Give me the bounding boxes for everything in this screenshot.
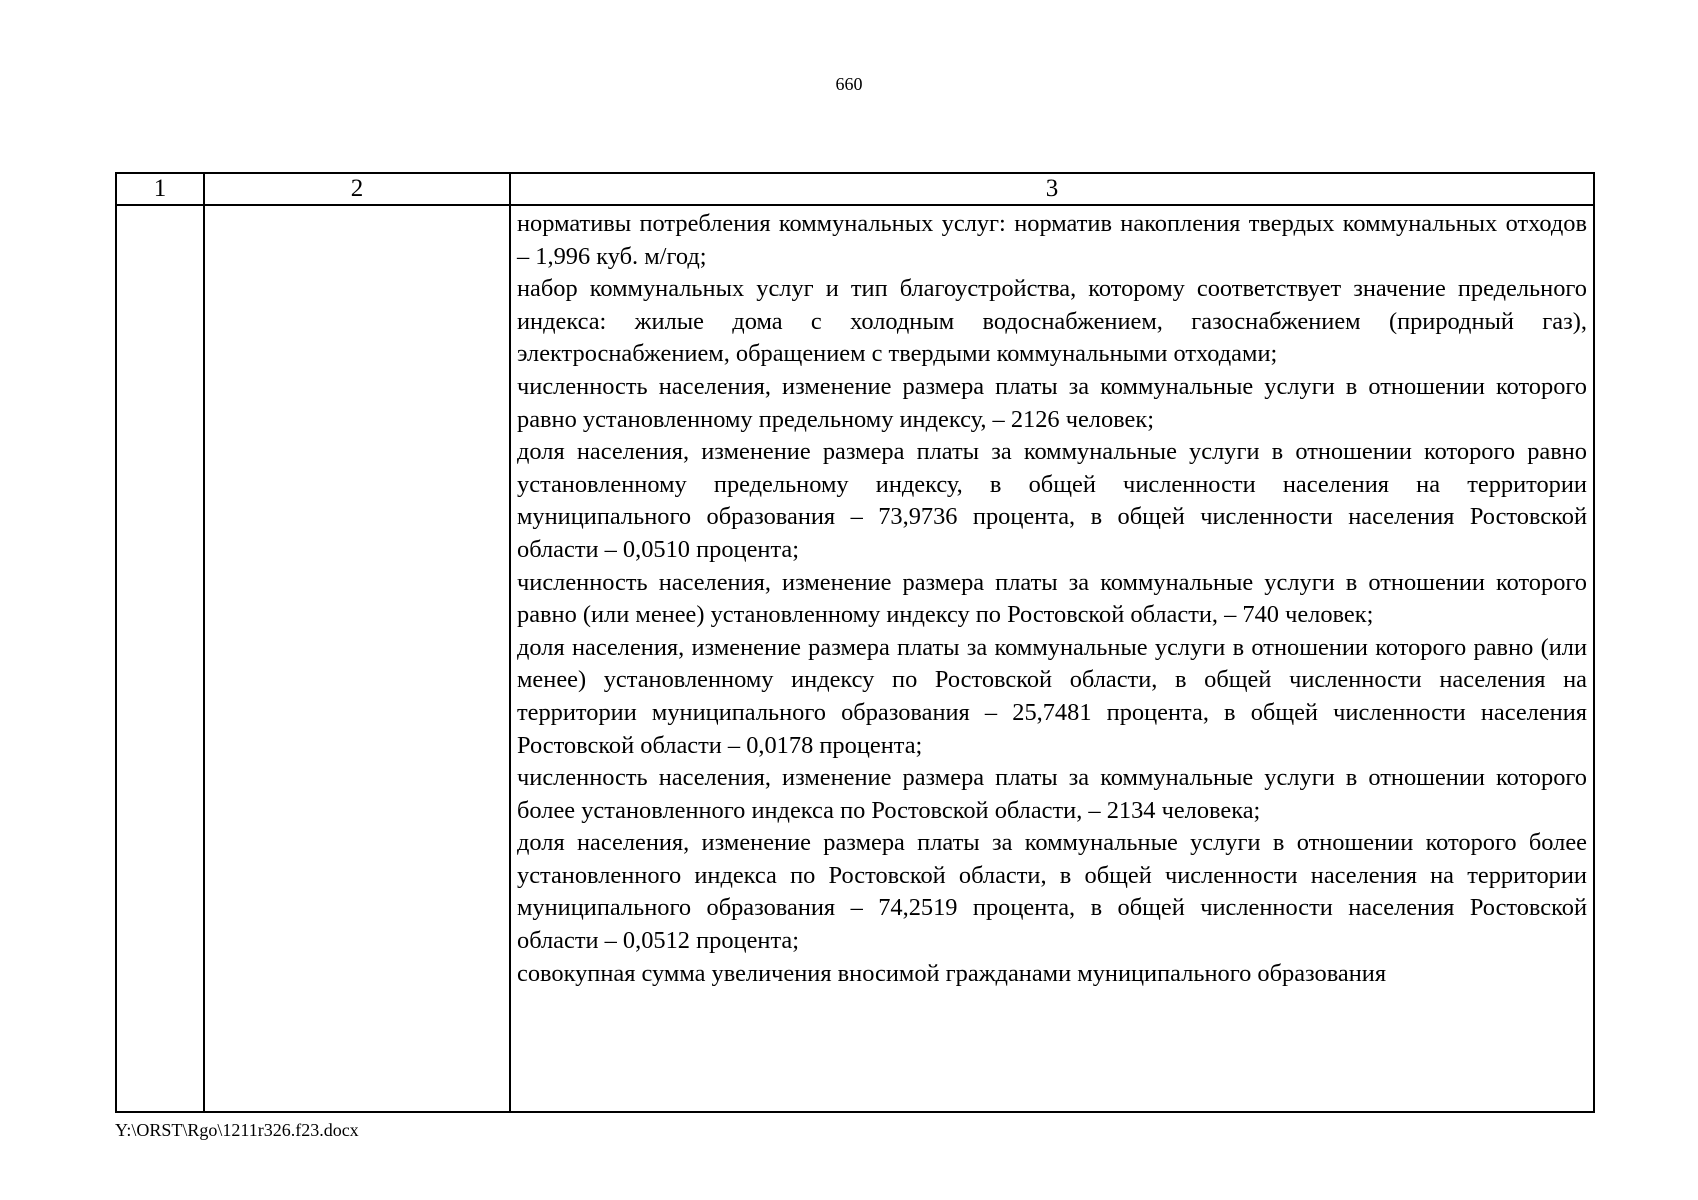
cell-column-2 (204, 205, 510, 1112)
paragraph-population-equal: численность населения, изменение размера платы за коммунальные услуги в отношении которого равно установленному предельному индексу, – 2126 человек; (517, 372, 1587, 433)
paragraph-share-less: доля населения, изменение размера платы за коммунальные услуги в отношении которого равно (или менее) установленному индексу по Ростовской области, в общей численности населения на территории муниципального образования – 25,7481 процента, в общей численности населения Ростовской области – 0,0178 процента; (517, 633, 1587, 759)
column-header-2: 2 (204, 173, 510, 205)
paragraph-share-equal: доля населения, изменение размера платы за коммунальные услуги в отношении которого равно установленному предельному индексу, в общей численности населения на территории муниципального образования – 73,9736 процента, в общей численности населения Ростовской области – 0,0510 процента; (517, 438, 1587, 563)
data-table (115, 172, 1595, 1113)
paragraph-consumption-norms: нормативы потребления коммунальных услуг: норматив накопления твердых коммунальных отходов – 1,996 куб. м/год; (517, 210, 1587, 270)
column-header-1: 1 (116, 173, 204, 205)
paragraph-share-more: доля населения, изменение размера платы за коммунальные услуги в отношении которого более установленного индекса по Ростовской области, в общей численности населения на территории муниципального образования – 74,2519 процента, в общей численности населения Ростовской области – 0,0512 процента; (517, 829, 1587, 955)
page-number: 660 (835, 74, 863, 94)
column-header-3: 3 (510, 173, 1594, 205)
cell-column-1 (116, 205, 204, 1112)
paragraph-total-increase: совокупная сумма увеличения вносимой гражданами муниципального образования (517, 959, 1387, 987)
footer-file-path: Y:\ORST\Rgo\1211r326.f23.docx (115, 1120, 359, 1140)
cell-column-3 (510, 205, 1594, 1112)
paragraph-population-less: численность населения, изменение размера платы за коммунальные услуги в отношении которого равно (или менее) установленному индексу по Ростовской области, – 740 человек; (517, 568, 1587, 629)
table-row (116, 205, 1594, 1112)
table-header-row (116, 173, 1594, 205)
paragraph-utility-set: набор коммунальных услуг и тип благоустройства, которому соответствует значение предельного индекса: жилые дома с холодным водоснабжением, газоснабжением (природный газ), электроснабжением, обращением с твердыми коммунальными отходами; (517, 275, 1587, 368)
paragraph-population-more: численность населения, изменение размера платы за коммунальные услуги в отношении которого более установленного индекса по Ростовской области, – 2134 человека; (517, 764, 1587, 824)
